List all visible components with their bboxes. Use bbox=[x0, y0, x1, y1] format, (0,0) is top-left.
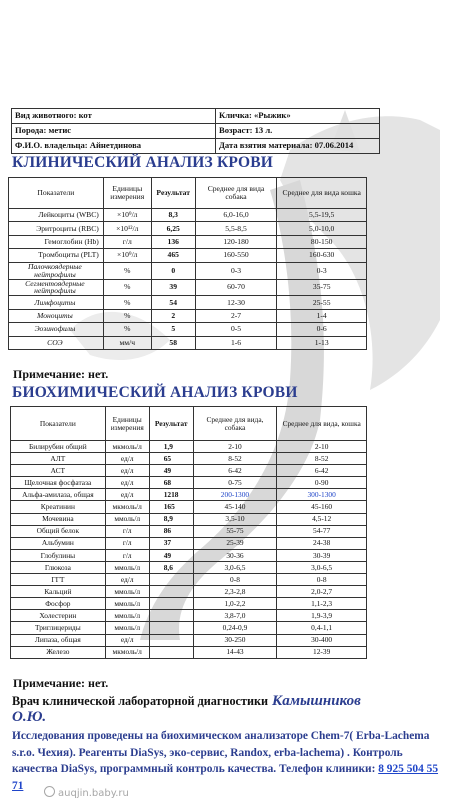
clinical-cell-result: 54 bbox=[151, 296, 195, 309]
clinical-cell-dog: 6,0-16,0 bbox=[195, 209, 277, 222]
animal-age: Возраст: 13 л. bbox=[216, 124, 380, 139]
biochem-cell-dog: 0-75 bbox=[193, 477, 277, 489]
biochem-cell-cat: 1,9-3,9 bbox=[277, 610, 367, 622]
clin-header-cat: Среднее для вида кошка bbox=[277, 178, 367, 209]
biochem-cell-dog: 25-39 bbox=[193, 537, 277, 549]
biochem-cell-unit: ед/л bbox=[105, 489, 149, 501]
clinical-cell-unit: мм/ч bbox=[103, 336, 151, 349]
biochem-cell-result: 8,6 bbox=[149, 561, 193, 573]
clin-header-result: Результат bbox=[151, 178, 195, 209]
biochem-cell-cat: 8-52 bbox=[277, 453, 367, 465]
biochem-cell-cat: 54-77 bbox=[277, 525, 367, 537]
biochem-cell-name: Липаза, общая bbox=[11, 634, 106, 646]
biochem-cell-dog: 2-10 bbox=[193, 441, 277, 453]
clinical-cell-dog: 12-30 bbox=[195, 296, 277, 309]
clinical-cell-unit: % bbox=[103, 279, 151, 296]
biochem-cell-unit: г/л bbox=[105, 537, 149, 549]
bio-header-cat: Среднее для вида, кошка bbox=[277, 407, 367, 441]
biochem-cell-dog: 30-250 bbox=[193, 634, 277, 646]
biochem-cell-name: Триглицериды bbox=[11, 622, 106, 634]
bio-header-dog: Среднее для вида, собака bbox=[193, 407, 277, 441]
clinical-cell-name: СОЭ bbox=[9, 336, 104, 349]
biochem-row bbox=[11, 622, 367, 634]
biochem-cell-unit: ед/л bbox=[105, 453, 149, 465]
biochem-cell-cat: 0-8 bbox=[277, 574, 367, 586]
biochem-cell-cat: 1,1-2,3 bbox=[277, 598, 367, 610]
clinical-cell-result: 465 bbox=[151, 249, 195, 262]
doctor-initials: О.Ю. bbox=[12, 709, 47, 725]
clinical-cell-dog: 60-70 bbox=[195, 279, 277, 296]
clinical-note: Примечание: нет. bbox=[13, 367, 109, 381]
biochem-cell-name: ГГТ bbox=[11, 574, 106, 586]
biochem-cell-dog: 200-1300 bbox=[193, 489, 277, 501]
biochem-cell-unit: ммоль/л bbox=[105, 622, 149, 634]
biochem-row bbox=[11, 598, 367, 610]
biochem-cell-unit: мкмоль/л bbox=[105, 501, 149, 513]
clinical-cell-cat: 0-3 bbox=[277, 262, 367, 279]
biochem-cell-name: Креатинин bbox=[11, 501, 106, 513]
biochem-cell-dog: 2,3-2,8 bbox=[193, 586, 277, 598]
biochem-cell-dog: 0-8 bbox=[193, 574, 277, 586]
clinical-cell-name: Моноциты bbox=[9, 309, 104, 322]
clinical-row bbox=[9, 279, 367, 296]
biochem-cell-unit: ммоль/л bbox=[105, 598, 149, 610]
clinical-cell-cat: 1-4 bbox=[277, 309, 367, 322]
clinical-cell-cat: 1-13 bbox=[277, 336, 367, 349]
clinical-cell-result: 2 bbox=[151, 309, 195, 322]
biochem-row bbox=[11, 441, 367, 453]
clinical-cell-unit: г/л bbox=[103, 235, 151, 248]
biochem-cell-cat: 12-39 bbox=[277, 646, 367, 658]
biochem-cell-unit: ед/л bbox=[105, 465, 149, 477]
clinical-cell-unit: % bbox=[103, 323, 151, 336]
doctor-line bbox=[12, 693, 361, 710]
biochem-cell-result bbox=[149, 598, 193, 610]
clin-header-dog: Среднее для вида собака bbox=[195, 178, 277, 209]
biochem-row bbox=[11, 634, 367, 646]
biochem-analysis-title: БИОХИМИЧЕСКИЙ АНАЛИЗ КРОВИ bbox=[12, 384, 298, 401]
biochem-row bbox=[11, 549, 367, 561]
clinical-cell-unit: % bbox=[103, 262, 151, 279]
clinical-row bbox=[9, 296, 367, 309]
clinical-cell-cat: 35-75 bbox=[277, 279, 367, 296]
clinical-cell-dog: 120-180 bbox=[195, 235, 277, 248]
clinical-cell-dog: 5,5-8,5 bbox=[195, 222, 277, 235]
biochem-row bbox=[11, 501, 367, 513]
clin-header-units: Единицы измерения bbox=[103, 178, 151, 209]
biochem-cell-unit: ед/л bbox=[105, 574, 149, 586]
clinical-cell-result: 5 bbox=[151, 323, 195, 336]
animal-species: Вид животного: кот bbox=[12, 109, 216, 124]
biochem-cell-cat: 300-1300 bbox=[277, 489, 367, 501]
clinical-cell-dog: 1-6 bbox=[195, 336, 277, 349]
biochem-cell-cat: 2-10 bbox=[277, 441, 367, 453]
clinical-cell-cat: 5,0-10,0 bbox=[277, 222, 367, 235]
biochem-cell-name: Фосфор bbox=[11, 598, 106, 610]
biochem-cell-name: Общий белок bbox=[11, 525, 106, 537]
biochem-analysis-table bbox=[10, 406, 367, 659]
clinical-row bbox=[9, 249, 367, 262]
biochem-cell-cat: 0,4-1,1 bbox=[277, 622, 367, 634]
biochem-row bbox=[11, 489, 367, 501]
biochem-cell-result bbox=[149, 610, 193, 622]
clinical-cell-name: Сегментоядерные нейтрофилы bbox=[9, 279, 104, 296]
clinical-cell-result: 6,25 bbox=[151, 222, 195, 235]
biochem-cell-result bbox=[149, 622, 193, 634]
clinical-cell-cat: 0-6 bbox=[277, 323, 367, 336]
clinical-analysis-table bbox=[8, 177, 367, 350]
biochem-cell-result bbox=[149, 586, 193, 598]
biochem-cell-name: Глобулины bbox=[11, 549, 106, 561]
footer-text bbox=[12, 728, 440, 794]
owner-name: Ф.И.О. владельца: Айнетдинова bbox=[12, 139, 216, 154]
biochem-cell-cat: 0-90 bbox=[277, 477, 367, 489]
watermark-text: auqjin.baby.ru bbox=[58, 788, 129, 799]
biochem-cell-result: 1,9 bbox=[149, 441, 193, 453]
biochem-cell-unit: ммоль/л bbox=[105, 561, 149, 573]
clinical-cell-name: Эозинофилы bbox=[9, 323, 104, 336]
biochem-cell-cat: 30-400 bbox=[277, 634, 367, 646]
clinical-cell-result: 58 bbox=[151, 336, 195, 349]
clinical-row bbox=[9, 309, 367, 322]
biochem-cell-name: Билирубин общий bbox=[11, 441, 106, 453]
clinical-cell-result: 136 bbox=[151, 235, 195, 248]
bio-header-result: Результат bbox=[149, 407, 193, 441]
clinical-cell-dog: 0-5 bbox=[195, 323, 277, 336]
biochem-cell-unit: г/л bbox=[105, 525, 149, 537]
biochem-cell-cat: 4,5-12 bbox=[277, 513, 367, 525]
biochem-cell-dog: 14-43 bbox=[193, 646, 277, 658]
biochem-row bbox=[11, 574, 367, 586]
biochem-cell-unit: ммоль/л bbox=[105, 513, 149, 525]
clinical-cell-dog: 0-3 bbox=[195, 262, 277, 279]
biochem-cell-name: Щелочная фосфатаза bbox=[11, 477, 106, 489]
biochem-row bbox=[11, 561, 367, 573]
biochem-cell-cat: 30-39 bbox=[277, 549, 367, 561]
biochem-cell-result: 165 bbox=[149, 501, 193, 513]
biochem-row bbox=[11, 453, 367, 465]
biochem-row bbox=[11, 477, 367, 489]
biochem-cell-dog: 30-36 bbox=[193, 549, 277, 561]
clinical-row bbox=[9, 209, 367, 222]
biochem-cell-dog: 8-52 bbox=[193, 453, 277, 465]
biochem-cell-cat: 6-42 bbox=[277, 465, 367, 477]
clinical-cell-cat: 160-630 bbox=[277, 249, 367, 262]
biochem-cell-cat: 45-160 bbox=[277, 501, 367, 513]
biochem-cell-name: Железо bbox=[11, 646, 106, 658]
biochem-cell-unit: ед/л bbox=[105, 634, 149, 646]
bio-header-units: Единицы измерения bbox=[105, 407, 149, 441]
clinical-row bbox=[9, 336, 367, 349]
biochem-cell-name: АСТ bbox=[11, 465, 106, 477]
footer-description: Исследования проведены на биохимическом анализаторе Chem-7( Erba-Lachema s.r.o. Чехия). Реагенты DiaSys, эко-сервис, Randox, erba-lachema) . Контроль качества DiaSys, программный контроль качества. Телефон клиники: bbox=[12, 730, 430, 776]
watermark bbox=[44, 786, 129, 799]
biochem-cell-cat: 24-38 bbox=[277, 537, 367, 549]
biochem-cell-name: Альбумин bbox=[11, 537, 106, 549]
clin-header-param: Показатели bbox=[9, 178, 104, 209]
biochem-cell-result: 1218 bbox=[149, 489, 193, 501]
biochem-row bbox=[11, 525, 367, 537]
biochem-cell-unit: ед/л bbox=[105, 477, 149, 489]
clinical-cell-unit: % bbox=[103, 309, 151, 322]
biochem-cell-result: 65 bbox=[149, 453, 193, 465]
clinical-cell-result: 39 bbox=[151, 279, 195, 296]
animal-nickname: Кличка: «Рыжик» bbox=[216, 109, 380, 124]
biochem-row bbox=[11, 537, 367, 549]
doctor-label: Врач клинической лабораторной диагностики bbox=[12, 694, 269, 708]
clinic-phone-link[interactable]: 8 925 504 55 71 bbox=[12, 763, 439, 792]
biochem-cell-dog: 3,8-7,0 bbox=[193, 610, 277, 622]
watermark-logo-icon bbox=[44, 786, 55, 797]
biochem-cell-dog: 1,0-2,2 bbox=[193, 598, 277, 610]
animal-breed: Порода: метис bbox=[12, 124, 216, 139]
clinical-cell-dog: 160-550 bbox=[195, 249, 277, 262]
clinical-cell-dog: 2-7 bbox=[195, 309, 277, 322]
biochem-cell-unit: ммоль/л bbox=[105, 610, 149, 622]
clinical-cell-name: Эритроциты (RBC) bbox=[9, 222, 104, 235]
clinical-cell-cat: 5,5-19,5 bbox=[277, 209, 367, 222]
clinical-cell-name: Тромбоциты (PLT) bbox=[9, 249, 104, 262]
biochem-cell-dog: 45-140 bbox=[193, 501, 277, 513]
clinical-cell-name: Гемоглобин (Hb) bbox=[9, 235, 104, 248]
biochem-note: Примечание: нет. bbox=[13, 676, 109, 690]
clinical-cell-name: Лейкоциты (WBC) bbox=[9, 209, 104, 222]
bio-header-param: Показатели bbox=[11, 407, 106, 441]
biochem-cell-result bbox=[149, 646, 193, 658]
biochem-cell-result: 8,9 bbox=[149, 513, 193, 525]
biochem-cell-result: 49 bbox=[149, 465, 193, 477]
biochem-cell-result: 37 bbox=[149, 537, 193, 549]
clinical-analysis-title: КЛИНИЧЕСКИЙ АНАЛИЗ КРОВИ bbox=[12, 154, 274, 171]
biochem-cell-dog: 3,5-10 bbox=[193, 513, 277, 525]
biochem-row bbox=[11, 586, 367, 598]
clinical-cell-unit: % bbox=[103, 296, 151, 309]
biochem-cell-dog: 55-75 bbox=[193, 525, 277, 537]
biochem-cell-name: АЛТ bbox=[11, 453, 106, 465]
clinical-cell-name: Палочкоядерные нейтрофилы bbox=[9, 262, 104, 279]
biochem-cell-unit: мкмоль/л bbox=[105, 441, 149, 453]
sample-date: Дата взятия материала: 07.06.2014 bbox=[216, 139, 380, 154]
biochem-cell-name: Альфа-амилаза, общая bbox=[11, 489, 106, 501]
biochem-row bbox=[11, 646, 367, 658]
biochem-cell-dog: 6-42 bbox=[193, 465, 277, 477]
biochem-cell-dog: 0,24-0,9 bbox=[193, 622, 277, 634]
biochem-cell-name: Кальций bbox=[11, 586, 106, 598]
biochem-row bbox=[11, 465, 367, 477]
biochem-row bbox=[11, 610, 367, 622]
biochem-cell-result: 68 bbox=[149, 477, 193, 489]
biochem-cell-result: 86 bbox=[149, 525, 193, 537]
clinical-cell-result: 8,3 bbox=[151, 209, 195, 222]
clinical-cell-result: 0 bbox=[151, 262, 195, 279]
biochem-cell-cat: 2,0-2,7 bbox=[277, 586, 367, 598]
clinical-cell-unit: ×10⁹/л bbox=[103, 209, 151, 222]
biochem-cell-unit: ммоль/л bbox=[105, 586, 149, 598]
clinical-row bbox=[9, 235, 367, 248]
clinical-row bbox=[9, 262, 367, 279]
clinical-cell-name: Лимфоциты bbox=[9, 296, 104, 309]
biochem-cell-unit: мкмоль/л bbox=[105, 646, 149, 658]
biochem-cell-name: Глюкоза bbox=[11, 561, 106, 573]
biochem-cell-name: Мочевина bbox=[11, 513, 106, 525]
biochem-cell-unit: г/л bbox=[105, 549, 149, 561]
clinical-cell-cat: 25-55 bbox=[277, 296, 367, 309]
doctor-surname: Камышников bbox=[272, 693, 361, 709]
biochem-cell-result bbox=[149, 574, 193, 586]
biochem-cell-result: 49 bbox=[149, 549, 193, 561]
clinical-cell-unit: ×10⁹/л bbox=[103, 249, 151, 262]
biochem-cell-cat: 3,0-6,5 bbox=[277, 561, 367, 573]
clinical-cell-cat: 80-150 bbox=[277, 235, 367, 248]
clinical-row bbox=[9, 222, 367, 235]
clinical-row bbox=[9, 323, 367, 336]
biochem-cell-result bbox=[149, 634, 193, 646]
clinical-cell-unit: ×10¹²/л bbox=[103, 222, 151, 235]
patient-info-table bbox=[11, 108, 380, 154]
biochem-cell-name: Холестерин bbox=[11, 610, 106, 622]
biochem-cell-dog: 3,0-6,5 bbox=[193, 561, 277, 573]
biochem-row bbox=[11, 513, 367, 525]
